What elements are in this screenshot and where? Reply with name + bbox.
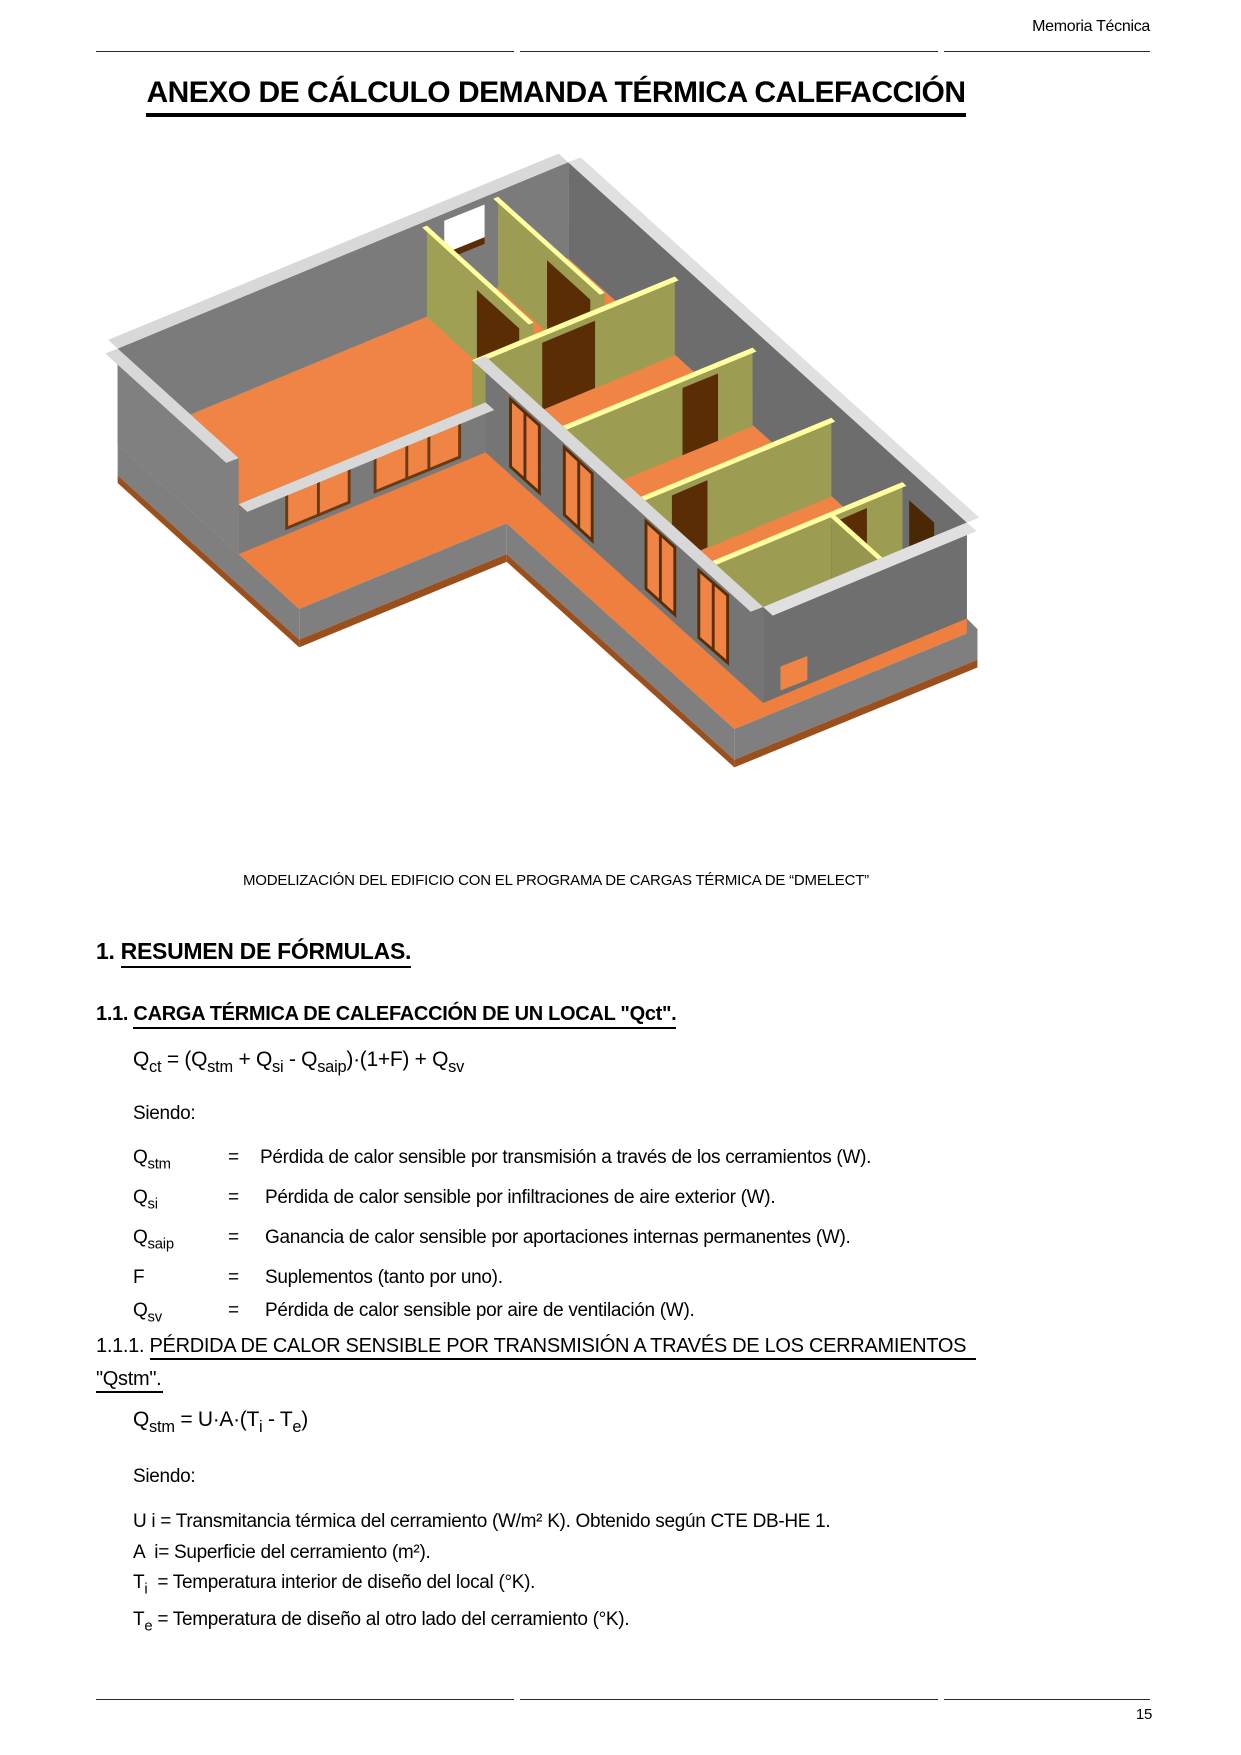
definitions-list-2	[133, 1510, 1123, 1645]
equals-sign: =	[228, 1227, 239, 1249]
header-rule	[96, 51, 1150, 53]
definition-term: $Q_{sv}$	[133, 1299, 162, 1326]
section-number: 1.1.	[96, 1003, 134, 1025]
definition-term: $Q_{si}$	[133, 1187, 158, 1213]
definition-text: Suplementos (tanto por uno).	[260, 1267, 503, 1289]
section-heading-1	[96, 938, 411, 965]
section-title: RESUMEN DE FÓRMULAS.	[121, 938, 411, 968]
definition-line: $T_e$ = Temperatura de diseño al otro lado del cerramiento (°K).	[133, 1609, 630, 1635]
definition-row	[133, 1299, 1093, 1330]
section-number: 1.1.1.	[96, 1335, 150, 1357]
siendo-label-1: Siendo:	[133, 1103, 196, 1124]
building-3d-model	[98, 143, 998, 777]
section-title: PÉRDIDA DE CALOR SENSIBLE POR TRANSMISIÓN A TRAVÉS DE LOS CERRAMIENTOS	[150, 1335, 977, 1360]
definition-text: Ganancia de calor sensible por aportaciones internas permanentes (W).	[260, 1227, 851, 1249]
footer-rule	[96, 1699, 1150, 1701]
building-3d-figure	[98, 143, 998, 777]
definition-line: $T_i$ = Temperatura interior de diseño del local (°K).	[133, 1572, 536, 1598]
equals-sign: =	[228, 1267, 239, 1289]
definition-term: $Q_{saip}$	[133, 1227, 174, 1253]
siendo-label-2: Siendo:	[133, 1466, 196, 1487]
section-heading-1-1-1	[96, 1330, 1066, 1396]
definition-text: Pérdida de calor sensible por infiltraciones de aire exterior (W).	[260, 1187, 776, 1209]
definitions-list-1	[133, 1146, 1093, 1339]
section-number: 1.	[96, 938, 121, 964]
definition-text: Pérdida de calor sensible por aire de ventilación (W).	[260, 1299, 695, 1321]
page-title-text: ANEXO DE CÁLCULO DEMANDA TÉRMICA CALEFACCIÓN	[146, 76, 965, 117]
page-title	[96, 76, 1016, 117]
formula-qct: $Q_{ct} = (Q_{stm} + Q_{si} - Q_{saip})\cdot(1+F) + Q_{sv}$	[133, 1048, 465, 1077]
section-heading-1-1	[96, 1003, 676, 1026]
equals-sign: =	[228, 1299, 239, 1321]
definition-text: Pérdida de calor sensible por transmisión a través de los cerramientos (W).	[260, 1147, 872, 1168]
section-title-line2: "Qstm".	[96, 1368, 163, 1393]
definition-row	[133, 1266, 1093, 1289]
page-number: 15	[1135, 1706, 1152, 1723]
equals-sign: =	[228, 1147, 239, 1168]
definition-row	[133, 1146, 1093, 1177]
definition-line: A i= Superficie del cerramiento (m²).	[133, 1541, 431, 1563]
definition-line: U i = Transmitancia térmica del cerramiento (W/m² K). Obtenido según CTE DB-HE 1.	[133, 1511, 831, 1532]
definition-row	[133, 1226, 1093, 1257]
equals-sign: =	[228, 1187, 239, 1209]
definition-row	[133, 1186, 1093, 1217]
section-title: CARGA TÉRMICA DE CALEFACCIÓN DE UN LOCAL "Qct".	[133, 1003, 676, 1029]
figure-caption: MODELIZACIÓN DEL EDIFICIO CON EL PROGRAMA DE CARGAS TÉRMICA DE “DMELECT”	[243, 872, 869, 889]
header-label: Memoria Técnica	[1032, 18, 1150, 35]
definition-term: $Q_{stm}$	[133, 1147, 171, 1173]
formula-qstm: $Q_{stm} = U\cdot A\cdot(T_i - T_e)$	[133, 1408, 308, 1437]
definition-term: F	[133, 1267, 145, 1289]
